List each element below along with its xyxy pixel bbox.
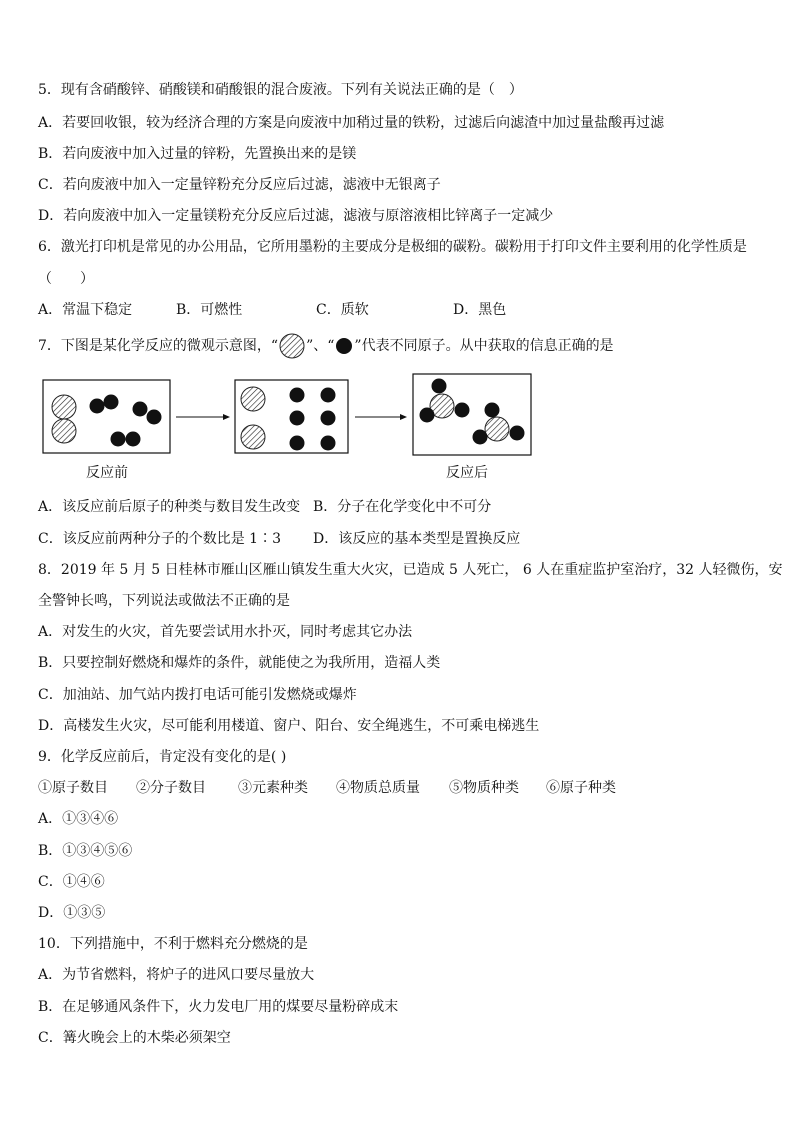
q10-stem: 10．下列措施中，不利于燃料充分燃烧的是	[38, 936, 308, 952]
black-atom	[90, 399, 105, 414]
q7-option-a: A．该反应前后原子的种类与数目发生改变	[38, 499, 301, 515]
black-atom	[147, 410, 162, 425]
q9-item-6: ⑥原子种类	[546, 780, 616, 796]
q7-stem-part-b: ”、“	[306, 338, 335, 354]
black-atom	[321, 388, 336, 403]
q9-option-b: B．①③④⑤⑥	[38, 843, 133, 859]
reaction-arrow	[176, 414, 230, 420]
black-atom	[321, 436, 336, 451]
q9-option-d: D．①③⑤	[38, 905, 106, 921]
black-atom	[126, 432, 141, 447]
black-atom-legend-icon	[334, 336, 354, 356]
hatched-atom	[241, 425, 265, 449]
black-atom	[473, 430, 488, 445]
black-atom	[133, 402, 148, 417]
q5-option-d: D．若向废液中加入一定量镁粉充分反应后过滤，滤液与原溶液相比锌离子一定减少	[38, 208, 554, 224]
q7-stem-part-a: 7．下图是某化学反应的微观示意图，“	[38, 338, 279, 354]
hatched-atom-legend-icon	[278, 333, 306, 359]
q8-option-d: D．高楼发生火灾，尽可能利用楼道、窗户、阳台、安全绳逃生，不可乘电梯逃生	[38, 718, 540, 734]
q7-option-b: B．分子在化学变化中不可分	[313, 499, 492, 515]
q9-option-c: C．①④⑥	[38, 874, 105, 890]
q8-option-c: C．加油站、加气站内拨打电话可能引发燃烧或爆炸	[38, 687, 357, 703]
q9-item-5: ⑤物质种类	[449, 780, 519, 796]
q8-option-a: A．对发生的火灾，首先要尝试用水扑灭，同时考虑其它办法	[38, 624, 413, 640]
q9-item-3: ③元素种类	[238, 780, 308, 796]
hatched-atom	[485, 417, 509, 441]
q9-option-a: A．①③④⑥	[38, 811, 119, 827]
q7-option-c: C．该反应前两种分子的个数比是 1∶3	[38, 531, 281, 547]
q8-stem-line2: 全警钟长鸣，下列说法或做法不正确的是	[38, 593, 290, 609]
q5-option-a: A．若要回收银，较为经济合理的方案是向废液中加稍过量的铁粉，过滤后向滤渣中加过量盐酸再过滤	[38, 115, 665, 131]
after-reaction-box	[413, 374, 531, 455]
black-atom	[290, 388, 305, 403]
q5-option-c: C．若向废液中加入一定量锌粉充分反应后过滤，滤液中无银离子	[38, 177, 441, 193]
reaction-arrow	[355, 414, 407, 420]
black-atom	[104, 395, 119, 410]
q5-stem: 5．现有含硝酸锌、硝酸镁和硝酸银的混合废液。下列有关说法正确的是（ ）	[38, 82, 523, 98]
q6-option-a: A．常温下稳定	[38, 302, 133, 318]
hatched-atom	[241, 387, 265, 411]
black-atom	[485, 403, 500, 418]
q8-option-b: B．只要控制好燃烧和爆炸的条件，就能使之为我所用，造福人类	[38, 655, 441, 671]
q6-option-b: B．可燃性	[176, 302, 243, 318]
intermediate-box	[235, 380, 348, 453]
black-atom	[111, 432, 126, 447]
q6-stem: 6．激光打印机是常见的办公用品，它所用墨粉的主要成分是极细的碳粉。碳粉用于打印文件主要利用的化学性质是	[38, 239, 747, 255]
q10-option-b: B．在足够通风条件下，火力发电厂用的煤要尽量粉碎成末	[38, 999, 399, 1015]
before-reaction-box	[43, 380, 170, 453]
q7-option-d: D．该反应的基本类型是置换反应	[313, 531, 521, 547]
q7-stem	[38, 333, 614, 359]
q8-stem-line1: 8．2019 年 5 月 5 日桂林市雁山区雁山镇发生重大火灾，已造成 5 人死亡， 6 人在重症监护室治疗，32 人轻微伤，安	[38, 562, 783, 578]
q10-option-c: C．篝火晚会上的木柴必须架空	[38, 1030, 231, 1046]
q9-item-1: ①原子数目	[38, 780, 108, 796]
q6-option-d: D．黑色	[453, 302, 507, 318]
black-atom	[455, 403, 470, 418]
hatched-atom	[52, 419, 76, 443]
black-atom	[420, 408, 435, 423]
q6-paren: （ ）	[38, 271, 94, 287]
label-before-reaction: 反应前	[86, 465, 128, 481]
hatched-atom	[52, 395, 76, 419]
q9-item-2: ②分子数目	[136, 780, 206, 796]
black-atom	[432, 379, 447, 394]
q9-stem: 9．化学反应前后，肯定没有变化的是( )	[38, 749, 287, 765]
black-atom	[321, 411, 336, 426]
q10-option-a: A．为节省燃料，将炉子的进风口要尽量放大	[38, 967, 315, 983]
q6-option-c: C．质软	[316, 302, 369, 318]
q9-item-4: ④物质总质量	[336, 780, 420, 796]
black-atom	[290, 436, 305, 451]
black-atom	[290, 411, 305, 426]
label-after-reaction: 反应后	[446, 465, 488, 481]
q5-option-b: B．若向废液中加入过量的锌粉，先置换出来的是镁	[38, 146, 357, 162]
q7-stem-part-c: ”代表不同原子。从中获取的信息正确的是	[354, 338, 614, 354]
black-atom	[510, 426, 525, 441]
